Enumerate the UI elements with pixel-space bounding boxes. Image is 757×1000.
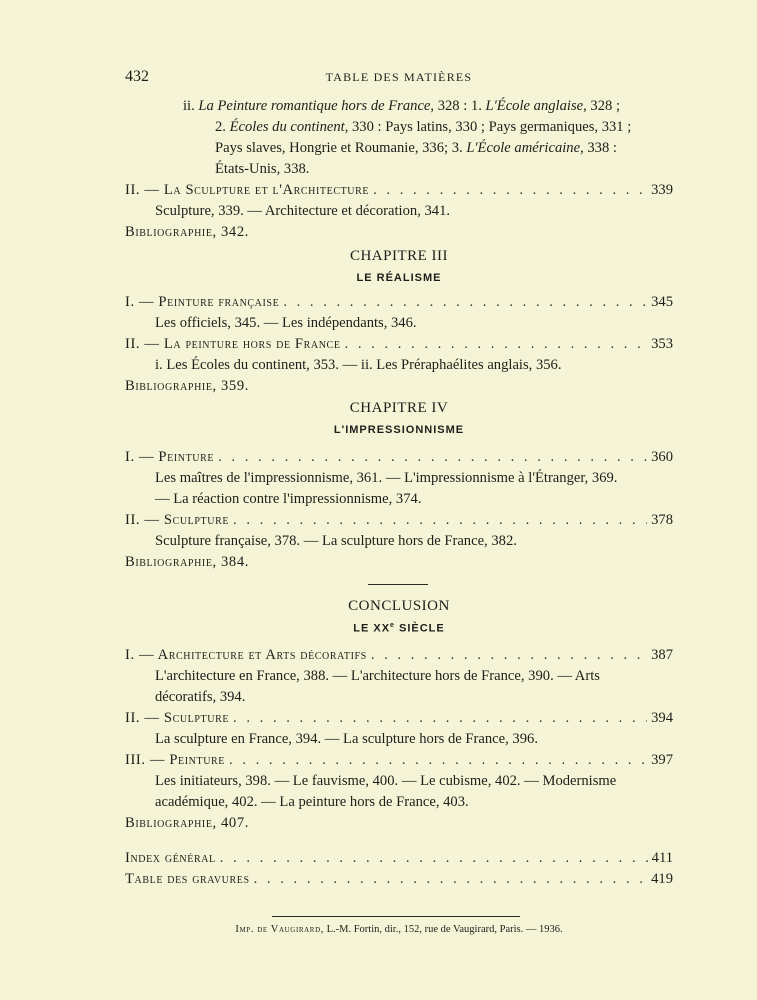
chapter-title: CHAPITRE III — [349, 248, 449, 264]
chapter-subtitle: LE RÉALISME — [356, 272, 442, 284]
bibliography-line: Bibliographie, 384. — [125, 554, 249, 570]
toc-entry[interactable]: III. — Peinture . . . 397 — [125, 750, 673, 770]
running-title: TABLE DES MATIÈRES — [325, 70, 473, 84]
bibliography-line: Bibliographie, 359. — [125, 378, 249, 394]
bibliography-line: Bibliographie, 342. — [125, 224, 249, 240]
toc-subline: Les officiels, 345. — Les indépendants, 346. — [155, 315, 417, 331]
toc-subline: — La réaction contre l'impressionnisme, 374. — [155, 491, 422, 507]
toc-subline: académique, 402. — La peinture hors de France, 403. — [155, 794, 469, 810]
running-header — [125, 68, 673, 88]
toc-entry-gravures[interactable]: Table des gravures . . . 419 — [125, 869, 673, 889]
toc-subline: Sculpture française, 378. — La sculpture hors de France, 382. — [155, 533, 517, 549]
printer-imprint: Imp. de Vaugirard, L.-M. Fortin, dir., 152, rue de Vaugirard, Paris. — 1936. — [235, 924, 563, 935]
toc-line: 2. Écoles du continent, 330 : Pays latins, 330 ; Pays germaniques, 331 ; — [215, 119, 632, 135]
bibliography-line: Bibliographie, 407. — [125, 815, 249, 831]
toc-entry[interactable]: I. — Peinture . . . 360 — [125, 447, 673, 467]
toc-subline: i. Les Écoles du continent, 353. — ii. Les Préraphaélites anglais, 356. — [155, 357, 562, 373]
footer-rule — [272, 916, 520, 917]
toc-entry[interactable]: I. — Peinture française . . . 345 — [125, 292, 673, 312]
toc-subline: Sculpture, 339. — Architecture et décoration, 341. — [155, 203, 451, 219]
chapter-title: CHAPITRE IV — [349, 400, 449, 416]
toc-subline: La sculpture en France, 394. — La sculpture hors de France, 396. — [155, 731, 538, 747]
toc-subline: décoratifs, 394. — [155, 689, 246, 705]
page-number: 432 — [125, 68, 149, 85]
toc-entry[interactable]: II. — Sculpture . . . 378 — [125, 510, 673, 530]
toc-line: ii. La Peinture romantique hors de France, 328 : 1. L'École anglaise, 328 ; — [183, 98, 620, 114]
conclusion-subtitle: LE XXe SIÈCLE — [353, 622, 445, 635]
toc-subline: L'architecture en France, 388. — L'architecture hors de France, 390. — Arts — [155, 668, 600, 684]
toc-entry[interactable]: I. — Architecture et Arts décoratifs . . . 387 — [125, 645, 673, 665]
toc-entry[interactable]: II. — La peinture hors de France . . . 353 — [125, 334, 673, 354]
chapter-subtitle: L'IMPRESSIONNISME — [333, 424, 465, 436]
toc-subline: Les initiateurs, 398. — Le fauvisme, 400. — Le cubisme, 402. — Modernisme — [155, 773, 617, 789]
toc-entry[interactable]: II. — Sculpture . . . 394 — [125, 708, 673, 728]
toc-line: Pays slaves, Hongrie et Roumanie, 336; 3. L'École américaine, 338 : — [215, 140, 617, 156]
section-divider — [368, 584, 428, 585]
toc-subline: Les maîtres de l'impressionnisme, 361. — L'impressionnisme à l'Étranger, 369. — [155, 470, 618, 486]
conclusion-title: CONCLUSION — [348, 598, 450, 614]
toc-entry-index[interactable]: Index général . . . 411 — [125, 848, 673, 868]
toc-line: États-Unis, 338. — [215, 161, 310, 177]
toc-entry[interactable]: II. — La Sculpture et l'Architecture . . . 339 — [125, 180, 673, 200]
